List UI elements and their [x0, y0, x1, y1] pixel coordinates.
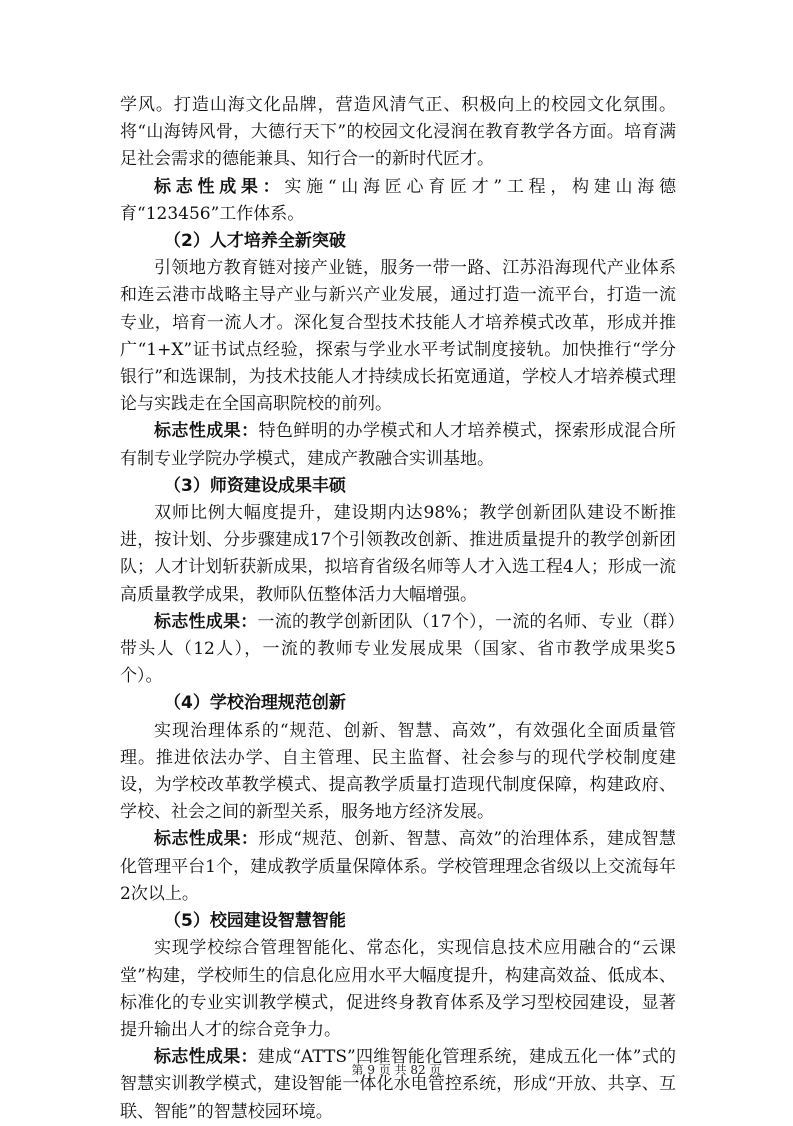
section-3-result-paragraph	[120, 609, 676, 691]
section-5-heading: （5）校园建设智慧智能	[164, 911, 346, 932]
intro-result-label: 标志性成果：	[154, 176, 285, 197]
section-5-result-paragraph	[120, 1044, 676, 1126]
section-5-body: 实现学校综合管理智能化、常态化，实现信息技术应用融合的“云课堂”构建，学校师生的信息化应用水平大幅度提升，构建高效益、低成本、标准化的专业实训教学模式，促进终身教育体系及学习型校园建设，显著提升输出人才的综合竞争力。	[120, 938, 676, 1040]
page-number-footer: 第 9 页 共 82 页	[351, 1063, 442, 1077]
intro-paragraph	[120, 92, 676, 174]
section-3-heading: （3）师资建设成果丰硕	[164, 475, 346, 496]
intro-text: 学风。打造山海文化品牌，营造风清气正、积极向上的校园文化氛围。将“山海铸风骨，大德行天下”的校园文化浸润在教育教学各方面。培育满足社会需求的德能兼具、知行合一的新时代匠才。	[120, 95, 676, 170]
section-4-result-label: 标志性成果：	[154, 829, 259, 850]
section-2-body: 引领地方教育链对接产业链，服务一带一路、江苏沿海现代产业体系和连云港市战略主导产业与新兴产业发展，通过打造一流平台，打造一流专业，培育一流人才。深化复合型技术技能人才培养模式改革，形成并推广“1+X”证书试点经验，探索与学业水平考试制度接轨。加快推行“学分银行”和选课制，为技术技能人才持续成长拓宽通道，学校人才培养模式理论与实践走在全国高职院校的前列。	[120, 258, 676, 415]
section-5-result-text: 建成“ATTS”四维智能化管理系统，建成五化一体”式的智慧实训教学模式，建设智能一体化水电管控系统，形成“开放、共享、互联、智能”的智慧校园环境。	[120, 1047, 676, 1122]
section-4-body: 实现治理体系的“规范、创新、智慧、高效”，有效强化全面质量管理。推进依法办学、自主管理、民主监督、社会参与的现代学校制度建设，为学校改革教学模式、提高教学质量打造现代制度保障，构建政府、学校、社会之间的新型关系，服务地方经济发展。	[120, 720, 676, 823]
section-4-heading: （4）学校治理规范创新	[164, 693, 346, 714]
intro-result-paragraph	[120, 174, 676, 228]
section-4-result-paragraph	[120, 826, 676, 908]
section-3-body: 双师比例大幅度提升，建设期内达98%；教学创新团队建设不断推进，按计划、分步骤建成17个引领教改创新、推进质量提升的教学创新团队；人才计划斩获新成果，拟培育省级名师等人才入选工程4人；形成一流高质量教学成果，教师队伍整体活力大幅增强。	[120, 503, 676, 605]
intro-result-text: 实施“山海匠心育匠才”工程，构建山海德育“123456”工作体系。	[120, 176, 676, 224]
section-2-result-paragraph	[120, 418, 676, 472]
document-body	[120, 92, 676, 1126]
section-2-result-text: 特色鲜明的办学模式和人才培养模式，探索形成混合所有制专业学院办学模式，建成产教融合实训基地。	[120, 421, 677, 469]
section-2-result-label: 标志性成果：	[154, 421, 259, 442]
section-3-result-text: 一流的教学创新团队（17个），一流的名师、专业（群）带头人（12人），一流的教师专业发展成果（国家、省市教学成果奖5个）。	[120, 611, 677, 687]
section-3-result-label: 标志性成果：	[154, 611, 258, 632]
section-5-result-label: 标志性成果：	[154, 1047, 258, 1068]
section-4-result-text: 形成“规范、创新、智慧、高效”的治理体系，建成智慧化管理平台1个，建成教学质量保障体系。学校管理理念省级以上交流每年2次以上。	[120, 829, 676, 904]
section-2-heading: （2）人才培养全新突破	[164, 231, 346, 252]
